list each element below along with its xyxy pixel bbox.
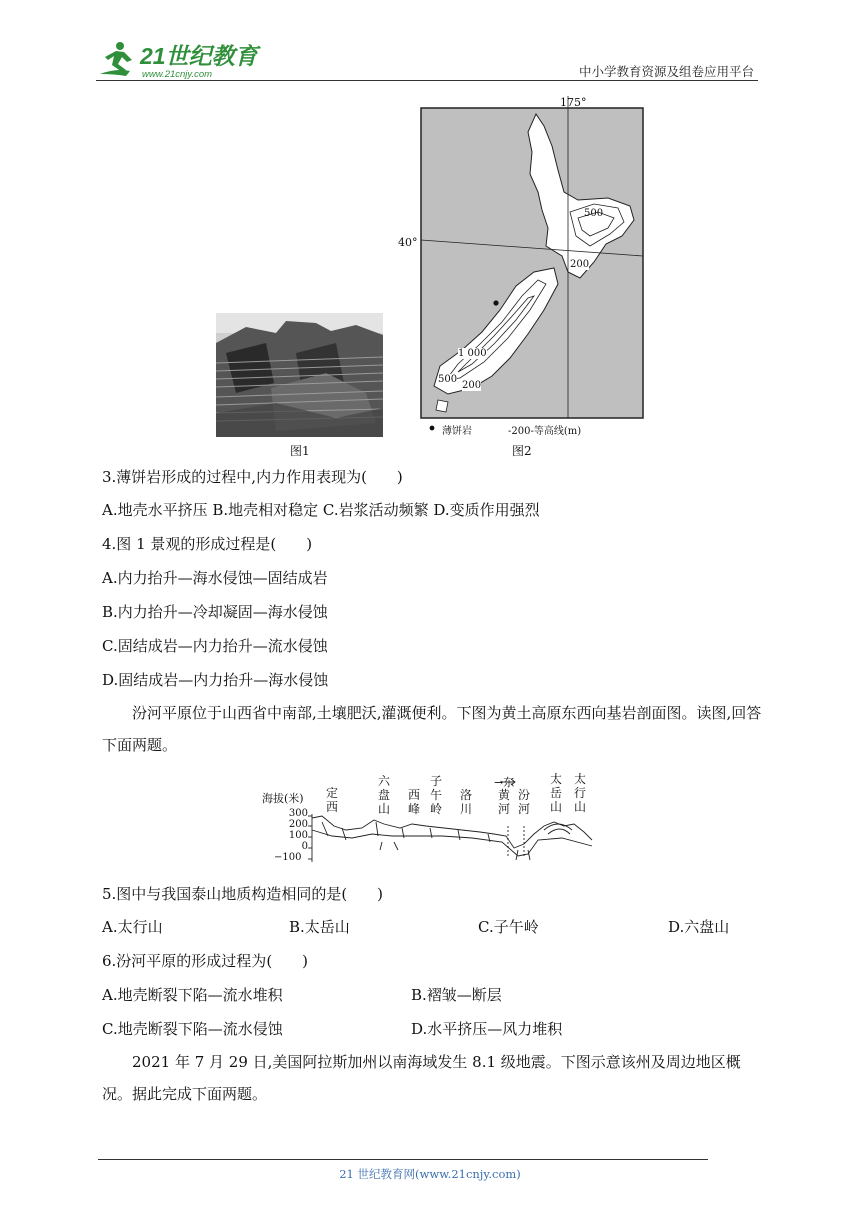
figure2-caption: 图2 — [512, 444, 532, 458]
ytick: 300 — [288, 808, 308, 819]
place-label: 黄河 — [498, 788, 511, 816]
place-label: 定西 — [326, 786, 339, 814]
option-b: B.褶皱—断层 — [411, 986, 502, 1004]
option-a: A.地壳断裂下陷—流水堆积 — [102, 986, 283, 1004]
question-stem: 5.图中与我国泰山地质构造相同的是( ) — [102, 885, 384, 903]
logo-text: 21世纪教育 — [140, 43, 258, 69]
contour-label: 1 000 — [458, 348, 487, 359]
ytick: −100 — [274, 852, 302, 863]
contour-label: 500 — [584, 208, 604, 219]
question-stem: 4.图 1 景观的形成过程是( ) — [102, 535, 313, 553]
footer-text: 21 世纪教育网(www.21cnjy.com) — [339, 1167, 521, 1181]
profile-diagram — [262, 770, 602, 870]
place-label: 太岳山 — [550, 772, 563, 814]
passage-fen-river: 汾河平原位于山西省中南部,土壤肥沃,灌溉便利。下图为黄土高原东西向基岩剖面图。读图,回答下面两题。 — [102, 704, 762, 754]
passage-alaska-quake: 2021 年 7 月 29 日,美国阿拉斯加州以南海域发生 8.1 级地震。下图示意该州及周边地区概况。据此完成下面两题。 — [102, 1053, 741, 1103]
ytick: 100 — [288, 830, 308, 841]
option-c: C.固结成岩—内力抬升—流水侵蚀 — [102, 637, 328, 655]
latitude-label: 40° — [398, 236, 418, 249]
question-options: A.地壳水平挤压 B.地壳相对稳定 C.岩浆活动频繁 D.变质作用强烈 — [102, 501, 540, 519]
profile-yticks — [288, 808, 308, 852]
contour-label: 200 — [462, 380, 482, 391]
footer-divider — [98, 1159, 708, 1160]
profile-ylabel: 海拔(米) — [262, 792, 304, 805]
place-label: 子午岭 — [430, 774, 443, 816]
question-stem: 3.薄饼岩形成的过程中,内力作用表现为( ) — [102, 468, 403, 486]
place-label: 洛川 — [460, 788, 473, 816]
place-label: 六盘山 — [378, 774, 391, 816]
option-d: D.固结成岩—内力抬升—海水侵蚀 — [102, 671, 329, 689]
option-d: D.六盘山 — [668, 918, 730, 936]
figure2-map — [398, 96, 646, 440]
direction-label: →东 — [494, 776, 515, 789]
place-label: 汾河 — [518, 788, 531, 816]
contour-label: 500 — [438, 374, 458, 385]
option-c: C.子午岭 — [478, 918, 539, 936]
figure1-caption: 图1 — [290, 444, 310, 458]
site-logo — [96, 38, 266, 82]
place-label: 太行山 — [574, 772, 587, 814]
longitude-label: 175° — [560, 96, 587, 109]
option-c: C.地壳断裂下陷—流水侵蚀 — [102, 1020, 283, 1038]
option-b: B.内力抬升—冷却凝固—海水侵蚀 — [102, 603, 328, 621]
question-stem: 6.汾河平原的形成过程为( ) — [102, 952, 309, 970]
place-label: 西峰 — [408, 788, 421, 816]
contour-label: 200 — [570, 259, 590, 270]
ytick: 200 — [288, 819, 308, 830]
ytick: 0 — [301, 841, 308, 852]
option-a: A.内力抬升—海水侵蚀—固结成岩 — [102, 569, 328, 587]
logo-url: www.21cnjy.com — [142, 69, 213, 80]
option-b: B.太岳山 — [289, 918, 350, 936]
option-a: A.太行山 — [102, 918, 163, 936]
header-tagline: 中小学教育资源及组卷应用平台 — [578, 64, 754, 79]
legend-contour: -200-等高线(m) — [508, 426, 582, 437]
figure1-photo — [216, 313, 383, 437]
option-d: D.水平挤压—风力堆积 — [411, 1020, 563, 1038]
header-divider — [96, 80, 758, 81]
legend-rock: 薄饼岩 — [442, 426, 472, 437]
